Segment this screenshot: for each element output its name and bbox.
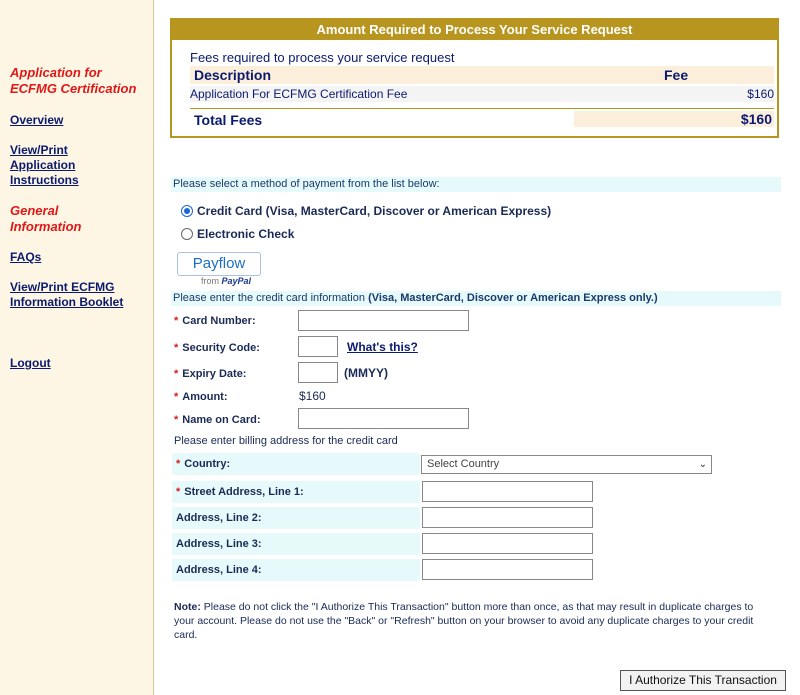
fees-total-label: Total Fees (194, 112, 263, 128)
chevron-down-icon: ⌄ (698, 459, 707, 470)
amount-value: $160 (299, 389, 326, 403)
sidebar-link-faqs[interactable]: FAQs (10, 250, 42, 264)
fee-description: Application For ECFMG Certification Fee (190, 87, 408, 101)
street-line1-input[interactable] (422, 481, 593, 502)
paypal-logo (201, 276, 251, 286)
address-line3-label: Address, Line 3: (172, 533, 420, 555)
card-info-prompt-text: Please enter the credit card information (173, 292, 365, 304)
payflow-logo: Payflow (177, 252, 261, 276)
fees-box (170, 18, 779, 138)
address-line4-input[interactable] (422, 559, 593, 580)
street-line1-label: * Street Address, Line 1: (172, 481, 420, 503)
expiry-date-input[interactable] (298, 362, 338, 383)
sidebar-link-overview[interactable]: Overview (10, 113, 64, 127)
fees-col-fee: Fee (664, 67, 689, 83)
fees-table-header (190, 66, 774, 84)
address-line4-label: Address, Line 4: (172, 559, 420, 581)
sidebar-link-view-print-booklet[interactable]: View/Print ECFMG Information Booklet (10, 280, 124, 309)
credit-card-option[interactable] (181, 204, 551, 218)
credit-card-radio[interactable] (181, 205, 193, 217)
country-label: * Country: (172, 453, 420, 475)
security-code-label: * Security Code: (174, 342, 260, 354)
fees-total-value: $160 (574, 111, 774, 127)
electronic-check-option[interactable] (181, 227, 294, 241)
note-label: Note: (174, 601, 201, 613)
fees-subtitle: Fees required to process your service request (190, 50, 455, 65)
main-content (155, 0, 800, 695)
sidebar-link-view-print-instructions[interactable]: View/Print Application Instructions (10, 143, 79, 187)
card-number-input[interactable] (298, 310, 469, 331)
electronic-check-radio[interactable] (181, 228, 193, 240)
name-on-card-label: * Name on Card: (174, 414, 261, 426)
billing-prompt: Please enter billing address for the credit card (174, 435, 398, 447)
fees-title: Amount Required to Process Your Service Request (172, 20, 777, 40)
sidebar-link-logout[interactable]: Logout (10, 356, 51, 370)
fees-total-row (190, 108, 774, 129)
card-number-label: * Card Number: (174, 315, 256, 327)
credit-card-label: Credit Card (Visa, MasterCard, Discover or American Express) (197, 204, 552, 218)
address-line3-input[interactable] (422, 533, 593, 554)
fee-amount: $160 (747, 87, 774, 101)
address-line2-label: Address, Line 2: (172, 507, 420, 529)
sidebar-general-information: General Information (10, 203, 82, 234)
paypal-from: from (201, 276, 219, 286)
fees-table-row (190, 86, 774, 102)
payment-method-prompt: Please select a method of payment from the list below: (171, 177, 781, 192)
fees-col-description: Description (194, 67, 272, 83)
note-text: Please do not click the "I Authorize This Transaction" button more than once, as that may result in duplicate charges to your account. Please do not use the "Back" or "Refresh" button on your browser to avoid any duplicate charges to your credit card. (174, 601, 754, 641)
country-select-value: Select Country (427, 458, 500, 470)
expiry-format-hint: (MMYY) (344, 366, 388, 380)
address-line2-input[interactable] (422, 507, 593, 528)
paypal-name: PayPal (221, 276, 252, 286)
amount-label: * Amount: (174, 391, 228, 403)
name-on-card-input[interactable] (298, 408, 469, 429)
expiry-date-label: * Expiry Date: (174, 368, 247, 380)
electronic-check-label: Electronic Check (197, 227, 295, 241)
transaction-note (174, 600, 774, 642)
card-info-prompt (171, 291, 781, 306)
card-info-prompt-bold: (Visa, MasterCard, Discover or American Express only.) (368, 292, 658, 304)
sidebar-app-title: Application for ECFMG Certification (10, 65, 137, 96)
security-code-input[interactable] (298, 336, 338, 357)
sidebar (0, 0, 154, 695)
country-select[interactable] (421, 455, 712, 474)
authorize-transaction-button[interactable]: I Authorize This Transaction (620, 670, 786, 691)
whats-this-link[interactable]: What's this? (347, 340, 418, 354)
